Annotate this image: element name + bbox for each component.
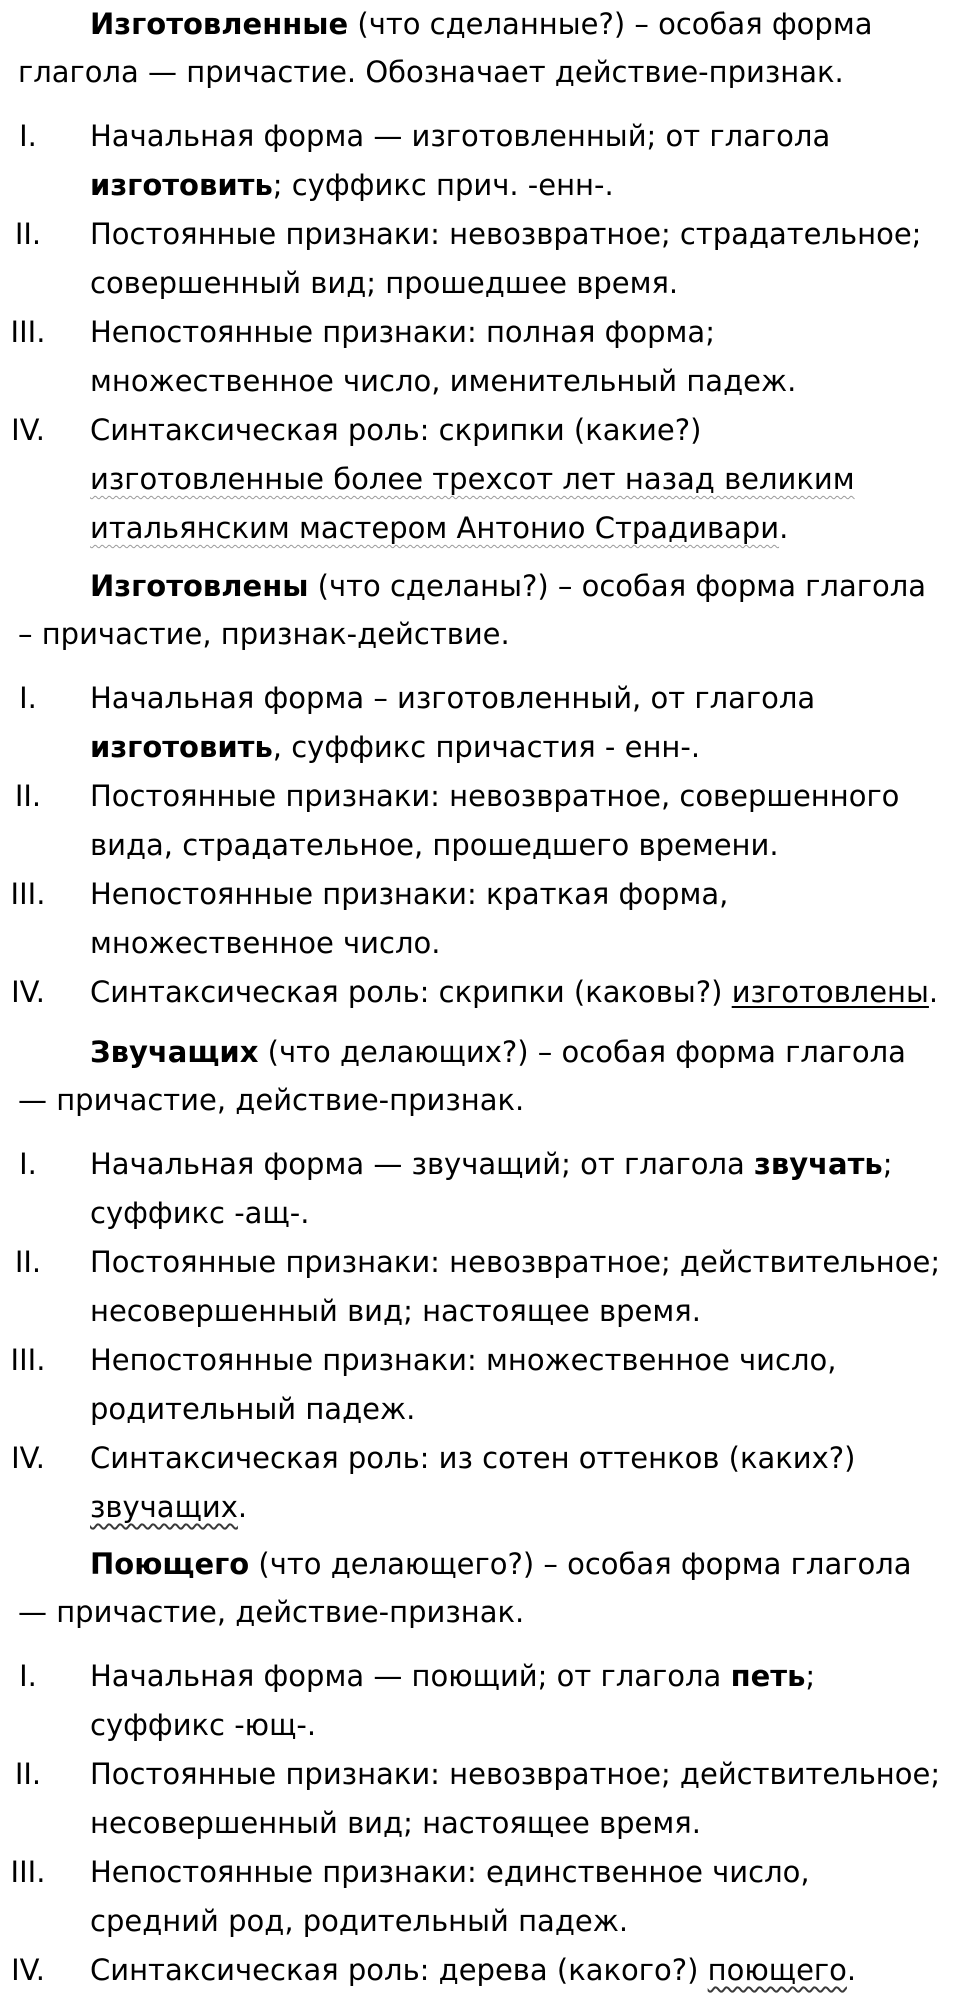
intro-text: (что делающего?) – особая форма глагола — причастие, действие-признак. xyxy=(18,1547,912,1629)
section-poyushchego xyxy=(0,1540,960,1995)
key-word: Изготовленные xyxy=(90,7,349,41)
list-numeral: II. xyxy=(14,217,42,251)
analysis-list xyxy=(0,674,960,1017)
section-intro xyxy=(0,0,960,96)
list-item: I. Начальная форма – изготовленный, от глагола изготовить, суффикс причастия - енн-. xyxy=(0,674,960,772)
key-word: Изготовлены xyxy=(90,569,309,603)
analysis-list xyxy=(0,1652,960,1995)
participial-phrase: изготовленные более трехсот лет назад великим итальянским мастером Антонио Страдивари xyxy=(90,462,855,545)
list-numeral: III. xyxy=(10,877,46,911)
participle-underlined: изготовлены xyxy=(731,975,929,1009)
participle-underlined: поющего xyxy=(707,1953,847,1987)
list-numeral: I. xyxy=(19,119,37,153)
section-intro xyxy=(0,562,960,658)
list-item: IV. Синтаксическая роль: дерева (какого?) поющего. xyxy=(0,1946,960,1995)
list-item: III. Непостоянные признаки: единственное число, средний род, родительный падеж. xyxy=(0,1848,960,1946)
section-intro xyxy=(0,1540,960,1636)
section-zvuchashchikh xyxy=(0,1028,960,1532)
participle-underlined: звучащих xyxy=(90,1490,238,1524)
list-item: I. Начальная форма — изготовленный; от глагола изготовить; суффикс прич. -енн-. xyxy=(0,112,960,210)
list-numeral: II. xyxy=(14,1245,42,1279)
analysis-list xyxy=(0,1140,960,1532)
list-numeral: I. xyxy=(19,1147,37,1181)
intro-text: (что сделанные?) – особая форма глагола — причастие. Обозначает действие-признак. xyxy=(18,7,873,89)
list-numeral: III. xyxy=(10,315,46,349)
list-numeral: III. xyxy=(10,1343,46,1377)
verb: изготовить xyxy=(90,168,273,202)
list-item: I. Начальная форма — звучащий; от глагола звучать; суффикс -ащ-. xyxy=(0,1140,960,1238)
verb: петь xyxy=(730,1659,806,1693)
list-item: IV. Синтаксическая роль: из сотен оттенков (каких?) звучащих. xyxy=(0,1434,960,1532)
list-numeral: IV. xyxy=(11,1441,45,1475)
list-item: II. Постоянные признаки: невозвратное, совершенного вида, страдательное, прошедшего времени. xyxy=(0,772,960,870)
list-numeral: IV. xyxy=(11,413,45,447)
section-intro xyxy=(0,1028,960,1124)
verb: звучать xyxy=(754,1147,883,1181)
list-numeral: IV. xyxy=(11,975,45,1009)
list-numeral: II. xyxy=(14,779,42,813)
list-item: III. Непостоянные признаки: множественное число, родительный падеж. xyxy=(0,1336,960,1434)
intro-text: (что делающих?) – особая форма глагола — причастие, действие-признак. xyxy=(18,1035,906,1117)
list-numeral: IV. xyxy=(11,1953,45,1987)
list-item: IV. Синтаксическая роль: скрипки (какие?) изготовленные более трехсот лет назад великим итальянским мастером Антонио Страдивари. xyxy=(0,406,960,553)
list-numeral: I. xyxy=(19,1659,37,1693)
list-item: II. Постоянные признаки: невозвратное; страдательное; совершенный вид; прошедшее время. xyxy=(0,210,960,308)
list-numeral: I. xyxy=(19,681,37,715)
verb: изготовить xyxy=(90,730,273,764)
section-izgotovleny xyxy=(0,562,960,1017)
list-item: IV. Синтаксическая роль: скрипки (каковы?) изготовлены. xyxy=(0,968,960,1017)
analysis-list xyxy=(0,112,960,553)
list-item: II. Постоянные признаки: невозвратное; действительное; несовершенный вид; настоящее время. xyxy=(0,1238,960,1336)
list-item: II. Постоянные признаки: невозвратное; действительное; несовершенный вид; настоящее время. xyxy=(0,1750,960,1848)
key-word: Поющего xyxy=(90,1547,250,1581)
list-numeral: II. xyxy=(14,1757,42,1791)
section-izgotovlennye xyxy=(0,0,960,553)
key-word: Звучащих xyxy=(90,1035,259,1069)
list-item: I. Начальная форма — поющий; от глагола петь; суффикс -ющ-. xyxy=(0,1652,960,1750)
list-item: III. Непостоянные признаки: полная форма; множественное число, именительный падеж. xyxy=(0,308,960,406)
list-item: III. Непостоянные признаки: краткая форма, множественное число. xyxy=(0,870,960,968)
list-numeral: III. xyxy=(10,1855,46,1889)
intro-text: (что сделаны?) – особая форма глагола – причастие, признак-действие. xyxy=(18,569,927,651)
